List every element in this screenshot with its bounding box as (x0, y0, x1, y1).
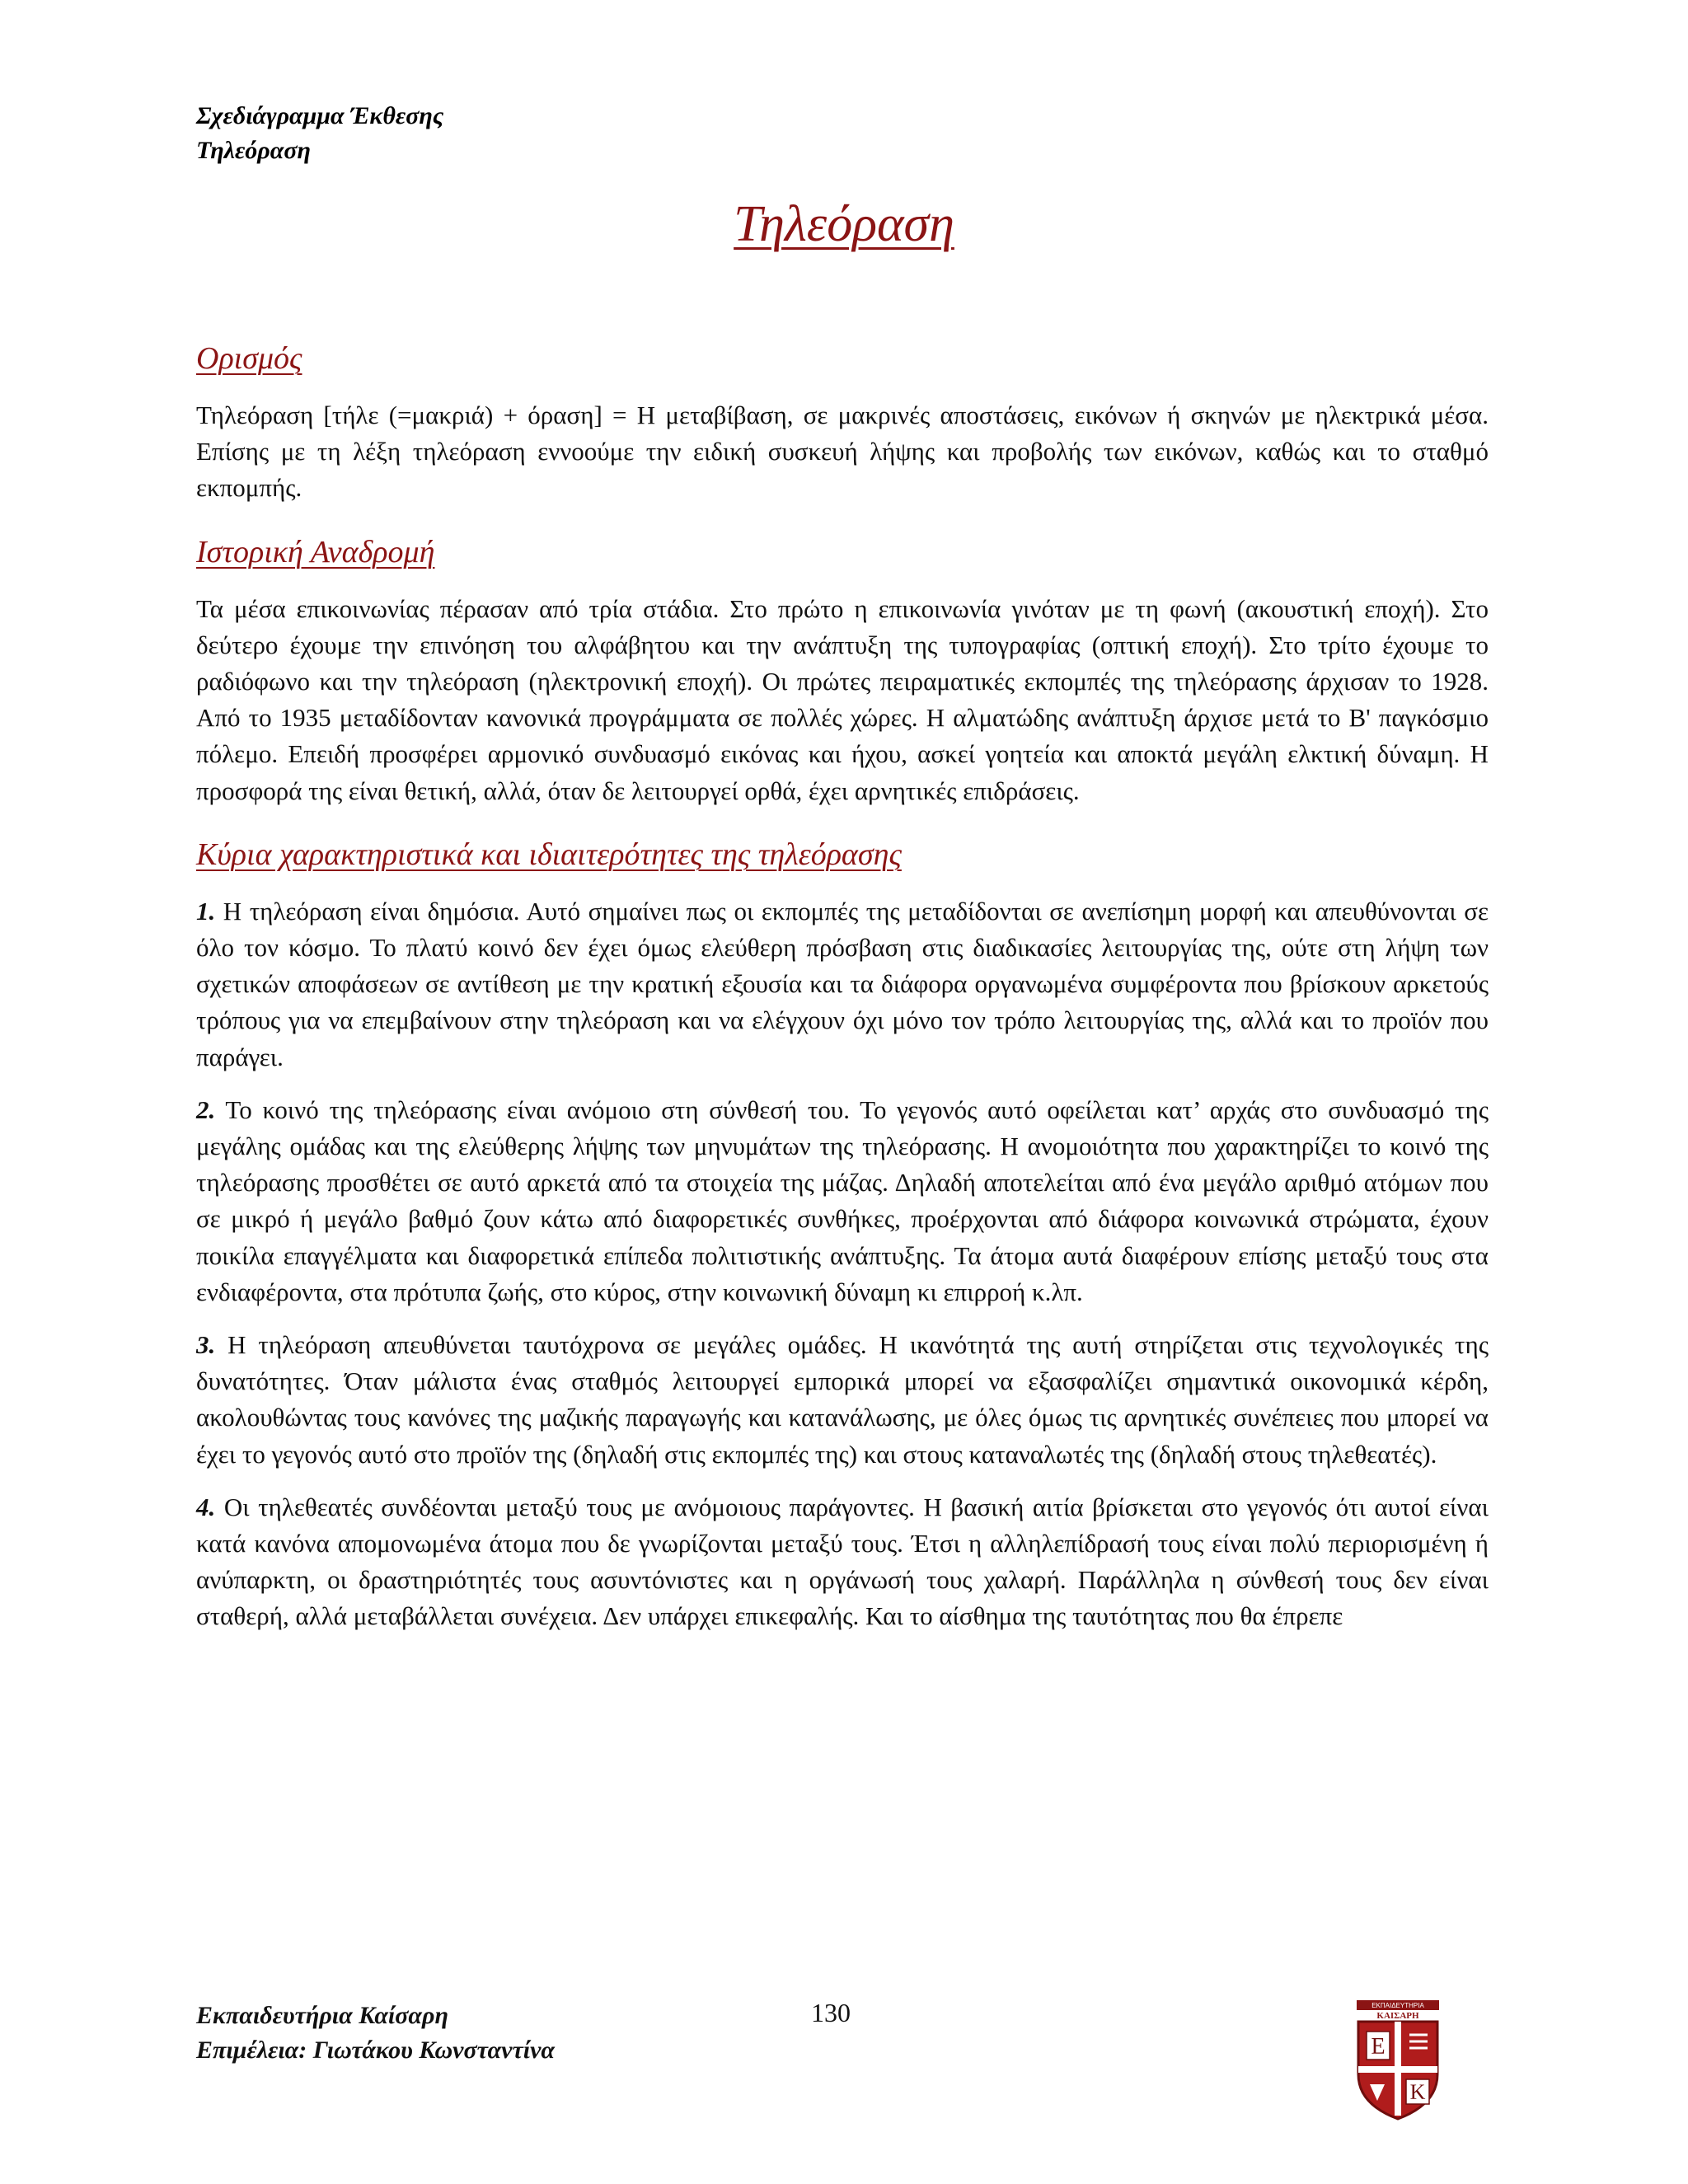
section-heading-features: Κύρια χαρακτηριστικά και ιδιαιτερότητες της τηλεόρασης (196, 837, 902, 872)
main-content (196, 338, 1489, 1652)
header-line-2: Τηλεόραση (196, 137, 311, 164)
logo-text-top: ΕΚΠΑΙΔΕΥΤΗΡΙΑ (1372, 2002, 1424, 2009)
section-heading-definition: Ορισμός (196, 341, 302, 376)
section-heading-history: Ιστορική Αναδρομή (196, 534, 435, 569)
footer-line-1: Εκπαιδευτήρια Καίσαρη (196, 2002, 448, 2029)
feature-number: 2. (196, 1094, 216, 1124)
feature-item-3 (196, 1327, 1489, 1473)
definition-paragraph: Τηλεόραση [τήλε (=μακριά) + όραση] = Η μεταβίβαση, σε μακρινές αποστάσεις, εικόνων ή σκηνών με ηλεκτρικά μέσα. Επίσης με τη λέξη τηλεόραση εννοούμε την ειδική συσκευή λήψης και προβολής των εικόνων, καθώς και το σταθμό εκπομπής. (196, 401, 1489, 503)
feature-item-4 (196, 1489, 1489, 1635)
footer-line-2: Επιμέλεια: Γιωτάκου Κωνσταντίνα (196, 2036, 555, 2064)
header-line-1: Σχεδιάγραμμα Έκθεσης (196, 102, 444, 129)
feature-item-1 (196, 893, 1489, 1076)
feature-text: Το κοινό της τηλεόρασης είναι ανόμοιο στη σύνθεσή του. Το γεγονός αυτό οφείλεται κατ’ αρχάς στο συνδυασμό της μεγάλης ομάδας και της ελεύθερης λήψης των μηνυμάτων της τηλεόρασης. Η ανομοιότητα που χαρακτηρίζει το κοινό της τηλεόρασης προσθέτει σε αυτό αρκετά από τα στοιχεία της μάζας. Δηλαδή αποτελείται από ένα μεγάλο αριθμό ατόμων που σε μικρό ή μεγάλο βαθμό ζουν κάτω από διαφορετικές συνθήκες, προέρχονται από διάφορα κοινωνικά στρώματα, έχουν ποικίλα επαγγέλματα και διαφορετικά επίπεδα πολιτιστικής ανάπτυξης. Τα άτομα αυτά διαφέρουν επίσης μεταξύ τους στα ενδιαφέροντα, στα πρότυπα ζωής, στο κύρος, στην κοινωνική δύναμη κι επιρροή κ.λπ. (196, 1094, 1489, 1306)
history-paragraph: Τα μέσα επικοινωνίας πέρασαν από τρία στάδια. Στο πρώτο η επικοινωνία γινόταν με τη φωνή (ακουστική εποχή). Στο δεύτερο έχουμε την επινόηση του αλφάβητου και την ανάπτυξη της τυπογραφίας (οπτική εποχή). Στο τρίτο έχουμε το ραδιόφωνο και την τηλεόραση (ηλεκτρονική εποχή). Οι πρώτες πειραματικές εκπομπές της τηλεόρασης άρχισαν το 1928. Από το 1935 μεταδίδονταν κανονικά προγράμματα σε πολλές χώρες. Η αλματώδης ανάπτυξη άρχισε μετά το Β' παγκόσμιο πόλεμο. Επειδή προσφέρει αρμονικό συνδυασμό εικόνας και ήχου, ασκεί γοητεία και αποκτά μεγάλη ελκτική δύναμη. Η προσφορά της είναι θετική, αλλά, όταν δε λειτουργεί ορθά, έχει αρνητικές επιδράσεις. (196, 593, 1489, 805)
feature-text: Η τηλεόραση απευθύνεται ταυτόχρονα σε μεγάλες ομάδες. Η ικανότητά της αυτή στηρίζεται στις τεχνολογικές της δυνατότητες. Όταν μάλιστα ένας σταθμός λειτουργεί εμπορικά μπορεί να εξασφαλίζει σημαντικά οικονομικά κέρδη, ακολουθώντας τους κανόνες της μαζικής παραγωγής και κατανάλωσης, με όλες όμως τις αρνητικές συνέπειες που μπορεί να έχει το γεγονός αυτό στο προϊόν της (δηλαδή στις εκπομπές της) και στους καταναλωτές της (δηλαδή στους τηλεθεατές). (196, 1330, 1489, 1469)
running-header (196, 99, 443, 168)
footer-credits (196, 1999, 555, 2068)
logo-text-name: ΚΑΙΣΑΡΗ (1376, 2011, 1419, 2021)
page-title: Τηλεόραση (734, 196, 954, 252)
feature-number: 1. (196, 896, 216, 926)
feature-number: 3. (196, 1330, 216, 1360)
logo-cross-horizontal (1358, 2066, 1437, 2073)
feature-text: Η τηλεόραση είναι δημόσια. Αυτό σημαίνει πως οι εκπομπές της μεταδίδονται σε ανεπίσημη μορφή και απευθύνονται σε όλο τον κόσμο. Το πλατύ κοινό δεν έχει όμως ελεύθερη πρόσβαση στις διαδικασίες λειτουργίας της, ούτε στη λήψη των σχετικών αποφάσεων σε αντίθεση με την κρατική εξουσία και τα διάφορα οργανωμένα συμφέροντα που βρίσκουν αρκετούς τρόπους για να επεμβαίνουν στην τηλεόραση και να ελέγχουν όχι μόνο τον τρόπο λειτουργίας της, αλλά και το προϊόν που παράγει. (196, 896, 1489, 1071)
feature-text: Οι τηλεθεατές συνδέονται μεταξύ τους με ανόμοιους παράγοντες. Η βασική αιτία βρίσκεται στο γεγονός ότι αυτοί είναι κατά κανόνα απομονωμένα άτομα που δε γνωρίζονται μεταξύ τους. Έτσι η αλληλεπίδρασή τους είναι πολύ περιορισμένη ή ανύπαρκτη, οι δραστηριότητές τους ασυντόνιστες και η οργάνωσή τους χαλαρή. Παράλληλα η σύνθεσή τους δεν είναι σταθερή, αλλά μεταβάλλεται συνέχεια. Δεν υπάρχει επικεφαλής. Και το αίσθημα της ταυτότητας που θα έπρεπε (196, 1492, 1489, 1631)
feature-item-2 (196, 1092, 1489, 1310)
feature-number: 4. (196, 1492, 216, 1521)
logo-letter-right: Κ (1409, 2080, 1426, 2104)
page-number: 130 (811, 1998, 851, 2027)
logo-letter-left: Ε (1371, 2034, 1386, 2060)
school-logo-icon (1352, 1999, 1444, 2122)
